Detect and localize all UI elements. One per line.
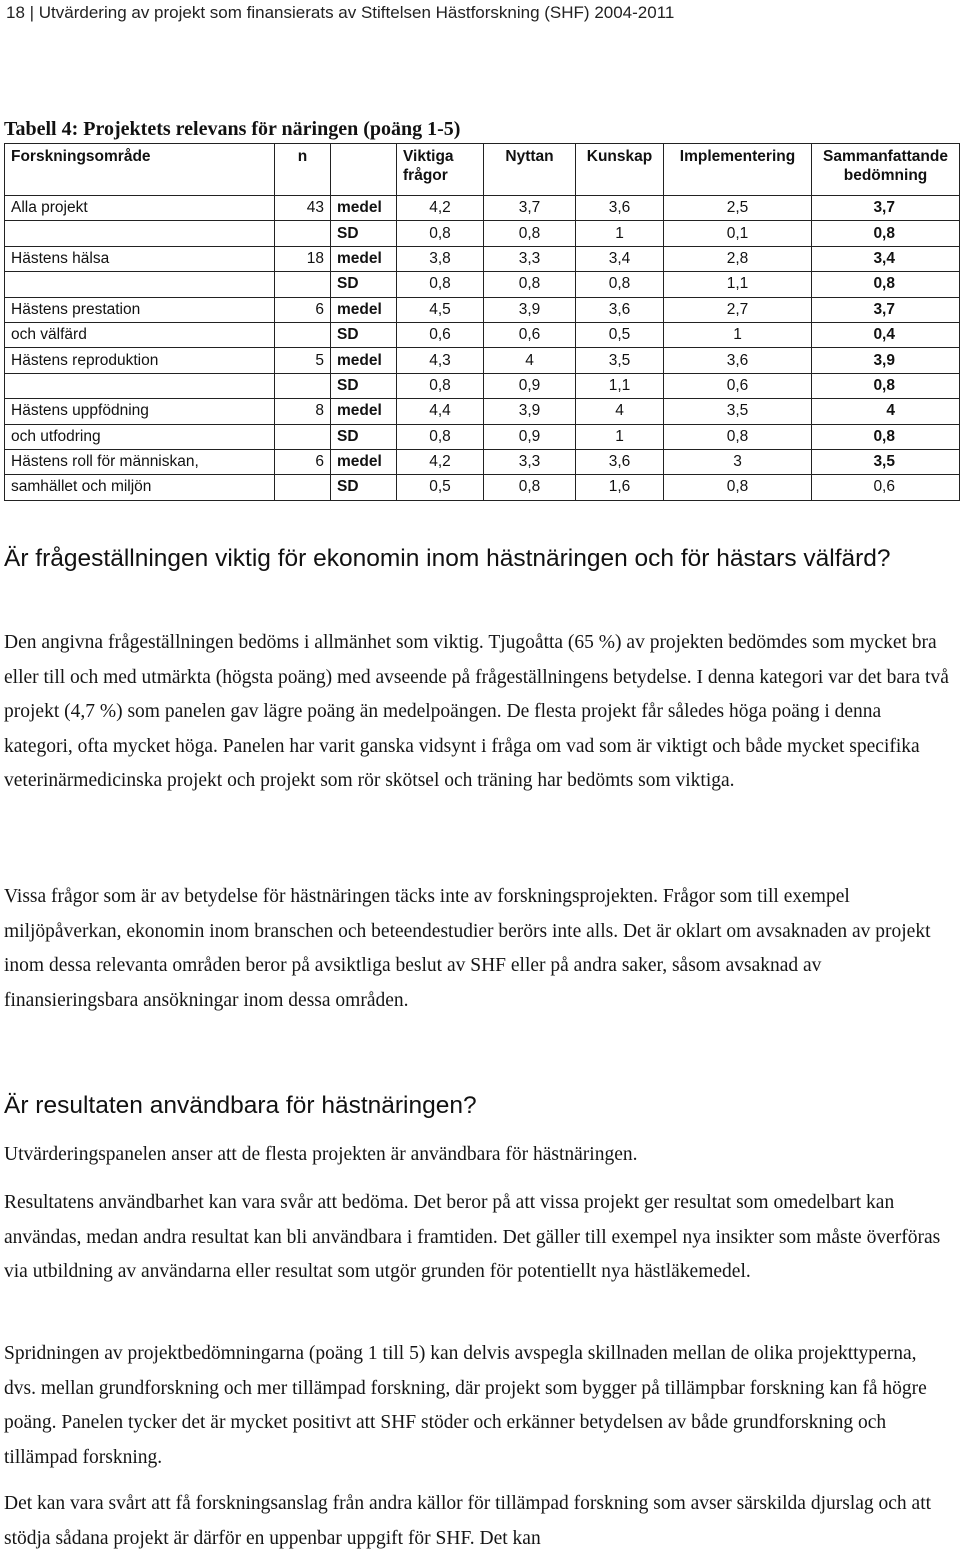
cell-nyttan: 0,8 <box>484 272 576 297</box>
cell-viktiga-fragor: 0,6 <box>397 322 484 347</box>
cell-viktiga-fragor: 0,8 <box>397 373 484 398</box>
paragraph-usefulness-3: Spridningen av projektbedömningarna (poäng 1 till 5) kan delvis avspegla skillnaden mellan de olika projekttyperna, dvs. mellan grundforskning och mer tillämpad forskning, där projekt som bygger på tillämpbar forskning kan få högre poäng. Panelen tycker det är mycket positivt att SHF stöder och erkänner betydelsen av både grundforskning och tillämpad forskning. <box>4 1343 927 1468</box>
cell-sammanfattande: 3,7 <box>812 297 960 322</box>
col-header-samman-line1: Sammanfattande <box>823 148 948 165</box>
cell-kunskap: 4 <box>576 399 664 424</box>
cell-kunskap: 1 <box>576 424 664 449</box>
col-header-viktiga-fragor <box>397 144 484 196</box>
cell-nyttan: 0,6 <box>484 322 576 347</box>
cell-implementering: 0,6 <box>664 373 812 398</box>
cell-n <box>275 221 331 246</box>
cell-sammanfattande: 0,8 <box>812 272 960 297</box>
cell-nyttan: 0,9 <box>484 424 576 449</box>
cell-kunskap: 3,4 <box>576 246 664 271</box>
cell-stat: SD <box>331 373 397 398</box>
cell-sammanfattande: 3,9 <box>812 348 960 373</box>
cell-kunskap: 3,6 <box>576 297 664 322</box>
table-header-row <box>5 144 960 196</box>
cell-area: Hästens uppfödning <box>5 399 275 424</box>
col-header-samman-line2: bedömning <box>843 167 928 184</box>
cell-sammanfattande: 0,6 <box>812 475 960 500</box>
cell-n: 18 <box>275 246 331 271</box>
cell-n <box>275 373 331 398</box>
cell-nyttan: 3,3 <box>484 449 576 474</box>
cell-area: Hästens hälsa <box>5 246 275 271</box>
table-row <box>5 221 960 246</box>
cell-nyttan: 3,7 <box>484 196 576 221</box>
cell-stat: medel <box>331 246 397 271</box>
cell-sammanfattande: 3,5 <box>812 449 960 474</box>
col-header-viktiga-line1: Viktiga <box>403 148 454 165</box>
cell-stat: medel <box>331 348 397 373</box>
cell-viktiga-fragor: 4,2 <box>397 196 484 221</box>
cell-viktiga-fragor: 0,8 <box>397 272 484 297</box>
cell-implementering: 2,8 <box>664 246 812 271</box>
cell-n: 8 <box>275 399 331 424</box>
col-header-n: n <box>275 144 331 196</box>
cell-implementering: 2,7 <box>664 297 812 322</box>
cell-area: Hästens prestation <box>5 297 275 322</box>
cell-sammanfattande: 0,8 <box>812 373 960 398</box>
paragraph-usefulness-4: Det kan vara svårt att få forskningsanslag från andra källor för tillämpad forskning som avser särskilda djurslag och att stödja sådana projekt är därför en uppenbar uppgift för SHF. Det kan <box>4 1493 932 1549</box>
cell-area: Hästens roll för människan, <box>5 449 275 474</box>
col-header-implementering: Implementering <box>664 144 812 196</box>
cell-stat: medel <box>331 297 397 322</box>
cell-viktiga-fragor: 3,8 <box>397 246 484 271</box>
cell-stat: SD <box>331 424 397 449</box>
cell-viktiga-fragor: 0,8 <box>397 424 484 449</box>
section-heading-usefulness: Är resultaten användbara för hästnäringen? <box>4 1092 477 1119</box>
cell-kunskap: 1,1 <box>576 373 664 398</box>
cell-n: 5 <box>275 348 331 373</box>
cell-sammanfattande: 3,4 <box>812 246 960 271</box>
cell-nyttan: 3,3 <box>484 246 576 271</box>
table-row <box>5 373 960 398</box>
cell-kunskap: 3,6 <box>576 449 664 474</box>
cell-viktiga-fragor: 4,3 <box>397 348 484 373</box>
table-title: Tabell 4: Projektets relevans för näringen (poäng 1-5) <box>4 118 461 140</box>
paragraph-importance-1: Den angivna frågeställningen bedöms i allmänhet som viktig. Tjugoåtta (65 %) av projekten bedömdes som mycket bra eller till och med utmärkta (högsta poäng) med avseende på frågeställningens betydelse. I denna kategori var det bara två projekt (4,7 %) som panelen gav lägre poäng än medelpoängen. De flesta projekt får således höga poäng i denna kategori, ofta mycket höga. Panelen har varit ganska vidsynt i fråga om vad som är viktigt och både mycket specifika veterinärmedicinska projekt och projekt som rör skötsel och träning har bedömts som viktiga. <box>4 632 949 791</box>
cell-area: Alla projekt <box>5 196 275 221</box>
cell-area: och välfärd <box>5 322 275 347</box>
cell-sammanfattande: 3,7 <box>812 196 960 221</box>
cell-viktiga-fragor: 4,5 <box>397 297 484 322</box>
table-row <box>5 196 960 221</box>
cell-n <box>275 322 331 347</box>
col-header-nyttan: Nyttan <box>484 144 576 196</box>
cell-area <box>5 272 275 297</box>
cell-area: samhället och miljön <box>5 475 275 500</box>
cell-sammanfattande: 4 <box>812 399 960 424</box>
cell-stat: medel <box>331 399 397 424</box>
cell-sammanfattande: 0,8 <box>812 424 960 449</box>
col-header-kunskap: Kunskap <box>576 144 664 196</box>
col-header-sammanfattande <box>812 144 960 196</box>
cell-implementering: 3 <box>664 449 812 474</box>
cell-implementering: 0,8 <box>664 424 812 449</box>
col-header-stat <box>331 144 397 196</box>
cell-nyttan: 0,9 <box>484 373 576 398</box>
table-body <box>5 196 960 501</box>
cell-implementering: 0,8 <box>664 475 812 500</box>
table-row <box>5 272 960 297</box>
cell-area <box>5 221 275 246</box>
table-row <box>5 297 960 322</box>
cell-stat: SD <box>331 475 397 500</box>
cell-area: Hästens reproduktion <box>5 348 275 373</box>
table-row <box>5 399 960 424</box>
section-heading-importance: Är frågeställningen viktig för ekonomin inom hästnäringen och för hästars välfärd? <box>4 545 891 572</box>
relevance-table <box>4 143 960 501</box>
paragraph-importance-2: Vissa frågor som är av betydelse för hästnäringen täcks inte av forskningsprojekten. Frågor som till exempel miljöpåverkan, ekonomin inom branschen och beteendestudier berörs inte alls. Det är oklart om avsaknaden av projekt inom dessa relevanta områden beror på avsiktliga beslut av SHF eller på andra saker, såsom avsaknad av finansieringsbara ansökningar inom dessa områden. <box>4 886 931 1011</box>
cell-implementering: 3,6 <box>664 348 812 373</box>
cell-stat: SD <box>331 221 397 246</box>
cell-sammanfattande: 0,4 <box>812 322 960 347</box>
col-header-area: Forskningsområde <box>5 144 275 196</box>
cell-sammanfattande: 0,8 <box>812 221 960 246</box>
cell-n <box>275 272 331 297</box>
cell-stat: medel <box>331 449 397 474</box>
table-row <box>5 424 960 449</box>
cell-nyttan: 0,8 <box>484 475 576 500</box>
cell-nyttan: 4 <box>484 348 576 373</box>
cell-implementering: 3,5 <box>664 399 812 424</box>
cell-n: 43 <box>275 196 331 221</box>
cell-implementering: 1,1 <box>664 272 812 297</box>
cell-n <box>275 424 331 449</box>
col-header-viktiga-line2: frågor <box>403 167 448 184</box>
table-row <box>5 322 960 347</box>
cell-stat: SD <box>331 272 397 297</box>
cell-n <box>275 475 331 500</box>
cell-viktiga-fragor: 0,5 <box>397 475 484 500</box>
cell-kunskap: 0,5 <box>576 322 664 347</box>
cell-stat: SD <box>331 322 397 347</box>
page-header: 18 | Utvärdering av projekt som finansierats av Stiftelsen Hästforskning (SHF) 2004-2011 <box>6 3 675 22</box>
cell-n: 6 <box>275 449 331 474</box>
table-row <box>5 449 960 474</box>
cell-kunskap: 3,6 <box>576 196 664 221</box>
cell-nyttan: 0,8 <box>484 221 576 246</box>
paragraph-usefulness-2: Resultatens användbarhet kan vara svår att bedöma. Det beror på att vissa projekt ger resultat som omedelbart kan användas, medan andra resultat kan bli användbara i framtiden. Det gäller till exempel nya insikter som måste överföras via utbildning av användarna eller resultat som utgör grunden för potentiellt nya hästläkemedel. <box>4 1192 941 1282</box>
cell-viktiga-fragor: 4,4 <box>397 399 484 424</box>
cell-area <box>5 373 275 398</box>
cell-nyttan: 3,9 <box>484 399 576 424</box>
cell-kunskap: 1 <box>576 221 664 246</box>
cell-implementering: 0,1 <box>664 221 812 246</box>
cell-n: 6 <box>275 297 331 322</box>
cell-viktiga-fragor: 0,8 <box>397 221 484 246</box>
cell-viktiga-fragor: 4,2 <box>397 449 484 474</box>
cell-area: och utfodring <box>5 424 275 449</box>
cell-implementering: 2,5 <box>664 196 812 221</box>
paragraph-usefulness-1: Utvärderingspanelen anser att de flesta projekten är användbara för hästnäringen. <box>4 1144 638 1165</box>
cell-kunskap: 1,6 <box>576 475 664 500</box>
cell-implementering: 1 <box>664 322 812 347</box>
cell-stat: medel <box>331 196 397 221</box>
cell-nyttan: 3,9 <box>484 297 576 322</box>
cell-kunskap: 0,8 <box>576 272 664 297</box>
table-row <box>5 348 960 373</box>
cell-kunskap: 3,5 <box>576 348 664 373</box>
table-row <box>5 246 960 271</box>
table-row <box>5 475 960 500</box>
